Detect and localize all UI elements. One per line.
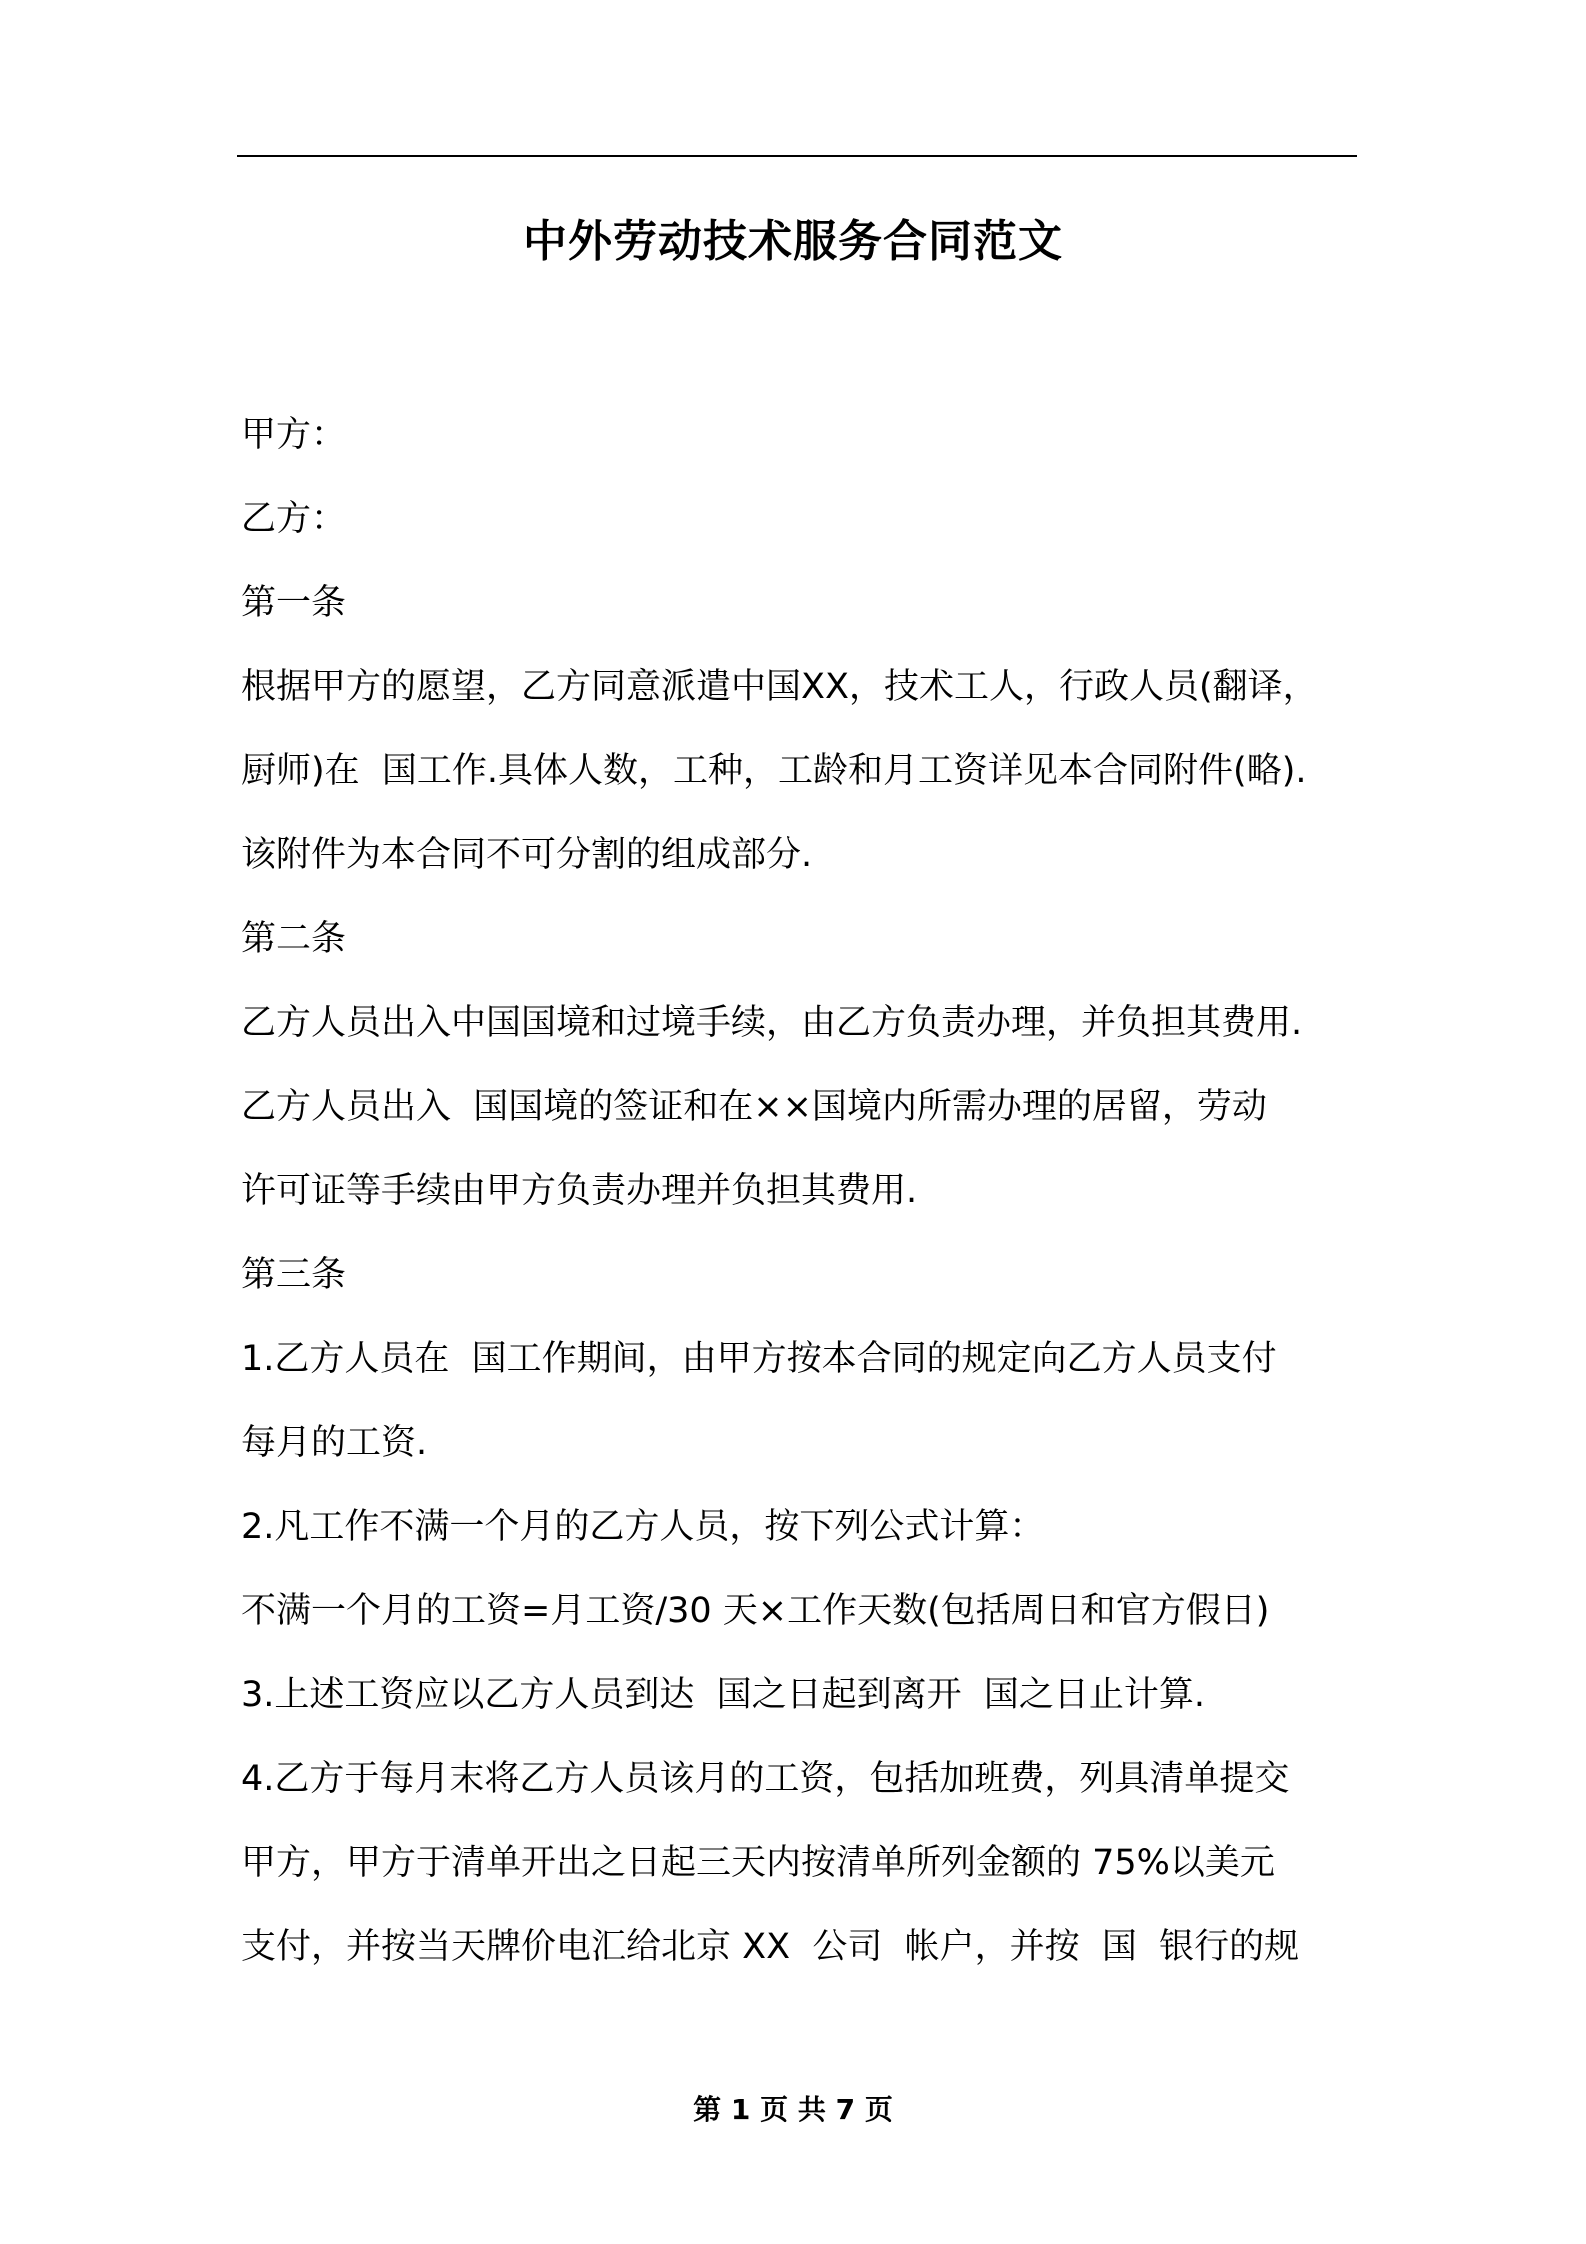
text-line: 许可证等手续由甲方负责办理并负担其费用. (241, 1171, 918, 1211)
document-title: 中外劳动技术服务合同范文 (523, 216, 1063, 267)
page-number: 第 1 页 共 7 页 (693, 2093, 893, 2126)
text-line: 根据甲方的愿望，乙方同意派遣中国XX，技术工人，行政人员(翻译， (241, 667, 1318, 707)
article-1-heading: 第一条 (241, 583, 347, 623)
header-rule (237, 155, 1357, 157)
text-line: 1.乙方人员在 国工作期间，由甲方按本合同的规定向乙方人员支付 (241, 1339, 1277, 1379)
text-line: 甲方，甲方于清单开出之日起三天内按清单所列金额的 75%以美元 (241, 1843, 1275, 1883)
text-line: 该附件为本合同不可分割的组成部分. (241, 835, 813, 875)
text-line: 乙方人员出入中国国境和过境手续，由乙方负责办理，并负担其费用. (241, 1003, 1303, 1043)
article-2-heading: 第二条 (241, 919, 347, 959)
document-body (241, 405, 1357, 2001)
text-line: 2.凡工作不满一个月的乙方人员，按下列公式计算： (241, 1507, 1045, 1547)
text-line: 厨师)在 国工作.具体人数，工种，工龄和月工资详见本合同附件(略). (241, 751, 1307, 791)
text-line: 不满一个月的工资=月工资/30 天×工作天数(包括周日和官方假日) (241, 1591, 1270, 1631)
party-a-line: 甲方： (241, 415, 347, 455)
party-b-line: 乙方： (241, 499, 347, 539)
article-3-heading: 第三条 (241, 1255, 347, 1295)
text-line: 每月的工资. (241, 1423, 428, 1463)
text-line: 3.上述工资应以乙方人员到达 国之日起到离开 国之日止计算. (241, 1675, 1206, 1715)
text-line: 支付，并按当天牌价电汇给北京 XX 公司 帐户，并按 国 银行的规 (241, 1927, 1300, 1967)
page-footer (0, 2090, 1586, 2130)
text-line: 乙方人员出入 国国境的签证和在××国境内所需办理的居留，劳动 (241, 1087, 1267, 1127)
text-line: 4.乙方于每月末将乙方人员该月的工资，包括加班费，列具清单提交 (241, 1759, 1290, 1799)
